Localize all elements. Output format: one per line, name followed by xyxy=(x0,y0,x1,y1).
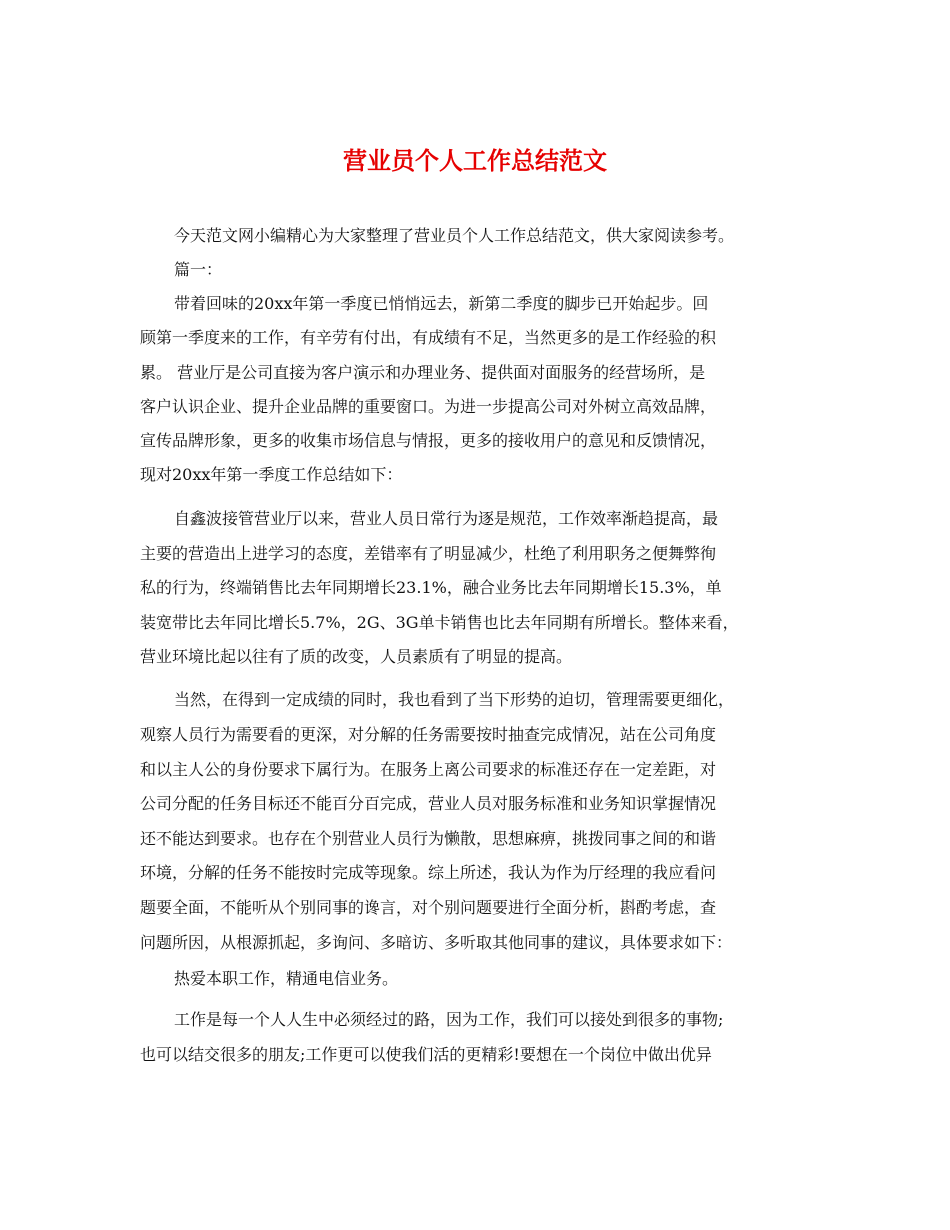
document-title: 营业员个人工作总结范文 xyxy=(343,146,607,175)
paragraph-line: 装宽带比去年同比增长5.7%，2G、3G单卡销售也比去年同期有所增长。整体来看， xyxy=(140,613,739,632)
paragraph-line: 累。 营业厅是公司直接为客户演示和办理业务、提供面对面服务的经营场所，是 xyxy=(140,363,706,382)
paragraph-line: 当然，在得到一定成绩的同时，我也看到了当下形势的迫切，管理需要更细化， xyxy=(174,690,735,709)
paragraph-line: 顾第一季度来的工作，有辛劳有付出，有成绩有不足，当然更多的是工作经验的积 xyxy=(140,328,717,347)
paragraph-line: 今天范文网小编精心为大家整理了营业员个人工作总结范文，供大家阅读参考。 xyxy=(174,226,735,245)
paragraph-line: 题要全面，不能听从个别同事的谗言，对个别问题要进行全面分析，斟酌考虑，查 xyxy=(140,898,717,917)
paragraph-line: 自鑫波接管营业厅以来，营业人员日常行为逐是规范，工作效率渐趋提高，最 xyxy=(174,509,719,528)
paragraph-line: 和以主人公的身份要求下属行为。在服务上离公司要求的标准还存在一定差距，对 xyxy=(140,760,717,779)
paragraph-line: 宣传品牌形象，更多的收集市场信息与情报，更多的接收用户的意见和反馈情况， xyxy=(140,431,717,450)
paragraph-line: 工作是每一个人人生中必须经过的路，因为工作，我们可以接处到很多的事物; xyxy=(174,1010,724,1029)
paragraph-line: 观察人员行为需要看的更深，对分解的任务需要按时抽查完成情况，站在公司角度 xyxy=(140,725,717,744)
paragraph-line: 问题所因，从根源抓起，多询问、多暗访、多听取其他同事的建议，具体要求如下： xyxy=(140,933,733,952)
paragraph-line: 客户认识企业、提升企业品牌的重要窗口。为进一步提高公司对外树立高效品牌， xyxy=(140,397,717,416)
paragraph-line: 营业环境比起以往有了质的改变，人员素质有了明显的提高。 xyxy=(140,647,573,666)
paragraph-line: 带着回味的20xx年第一季度已悄悄远去，新第二季度的脚步已开始起步。回 xyxy=(174,294,709,313)
paragraph-line: 现对20xx年第一季度工作总结如下： xyxy=(140,465,403,484)
paragraph-line: 公司分配的任务目标还不能百分百完成，营业人员对服务标准和业务知识掌握情况 xyxy=(140,794,717,813)
paragraph-line: 环境，分解的任务不能按时完成等现象。综上所述，我认为作为厅经理的我应看问 xyxy=(140,863,717,882)
paragraph-line: 热爱本职工作，精通电信业务。 xyxy=(174,969,399,988)
paragraph-line: 也可以结交很多的朋友;工作更可以使我们活的更精彩!要想在一个岗位中做出优异 xyxy=(140,1045,712,1064)
paragraph-line: 主要的营造出上进学习的态度，差错率有了明显减少，杜绝了利用职务之便舞弊徇 xyxy=(140,544,717,563)
paragraph-line: 篇一： xyxy=(174,260,223,279)
paragraph-line: 私的行为，终端销售比去年同期增长23.1%，融合业务比去年同期增长15.3%，单 xyxy=(140,578,722,597)
paragraph-line: 还不能达到要求。也存在个别营业人员行为懒散，思想麻痹，挑拨同事之间的和谐 xyxy=(140,829,717,848)
